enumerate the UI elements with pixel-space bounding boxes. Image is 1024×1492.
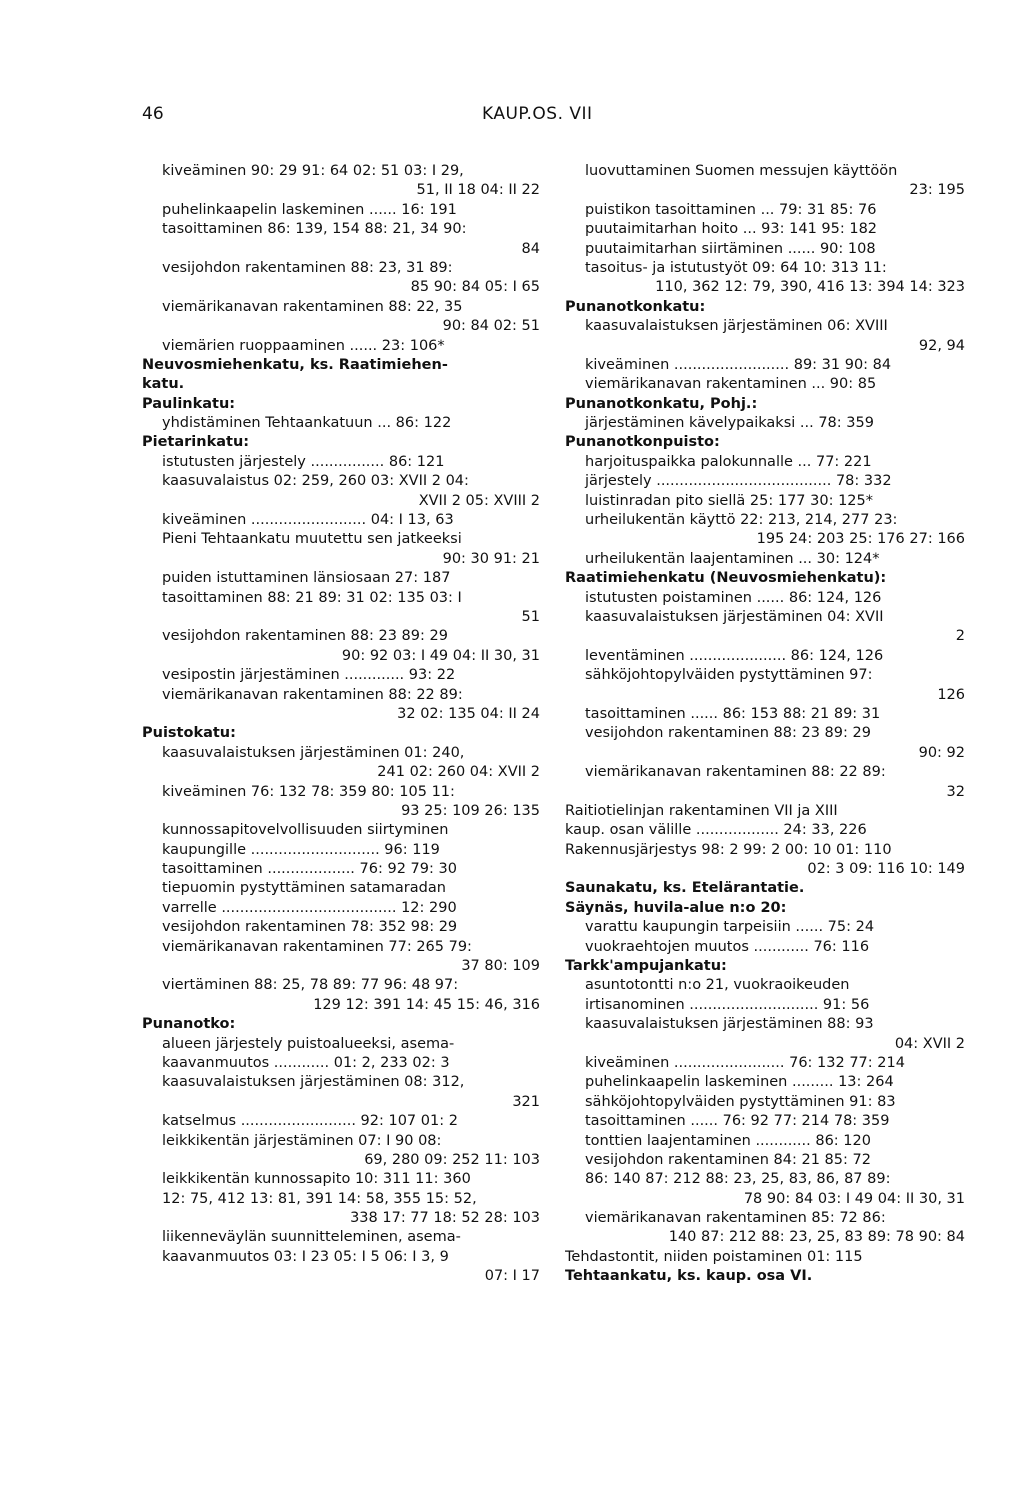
index-line: leventäminen ..................... 86: 124, 126 [585,647,884,664]
index-line: viemärikanavan rakentaminen 85: 72 86: [585,1210,886,1227]
index-line: kaup. osan välille .................. 24: 33, 226 [565,822,867,839]
index-line: 04: XVII 2 [894,1035,965,1052]
index-line: 90: 92 03: I 49 04: II 30, 31 [341,647,540,664]
index-heading: Raatimiehenkatu (Neuvosmiehenkatu): [565,570,887,587]
index-line: viemärikanavan rakentaminen 77: 265 79: [162,938,472,955]
index-line: 140 87: 212 88: 23, 25, 83 89: 78 90: 84 [668,1229,965,1246]
index-line: kiveäminen 90: 29 91: 64 02: 51 03: I 29, [162,163,464,179]
index-line: vesijohdon rakentaminen 78: 352 98: 29 [162,919,458,936]
index-line: 90: 30 91: 21 [442,550,540,567]
index-line: urheilukentän käyttö 22: 213, 214, 277 23: [585,512,898,529]
index-line: 23: 195 [909,182,965,199]
index-line: varattu kaupungin tarpeisiin ...... 75: 24 [585,919,875,936]
index-line: kaasuvalaistus 02: 259, 260 03: XVII 2 04: [162,473,469,490]
index-line: yhdistäminen Tehtaankatuun ... 86: 122 [162,415,452,432]
index-line: 110, 362 12: 79, 390, 416 13: 394 14: 323 [655,279,965,296]
index-line: luistinradan pito siellä 25: 177 30: 125* [585,492,873,509]
index-line: kaupungille ............................ 96: 119 [162,841,440,858]
index-line: tasoitus- ja istutustyöt 09: 64 10: 313 11: [585,259,887,276]
index-line: Raitiotielinjan rakentaminen VII ja XIII [565,802,838,819]
index-line: järjestäminen kävelypaikaksi ... 78: 359 [585,415,874,432]
index-line: kaasuvalaistuksen järjestäminen 04: XVII [585,608,884,625]
index-line: 338 17: 77 18: 52 28: 103 [350,1210,540,1227]
index-line: viemärikanavan rakentaminen ... 90: 85 [585,376,877,393]
index-line: Pieni Tehtaankatu muutettu sen jatkeeksi [162,531,462,548]
index-line: 126 [937,686,965,703]
index-line: vesipostin järjestäminen ............. 93: 22 [162,667,456,684]
index-line: vesijohdon rakentaminen 88: 23 89: 29 [162,628,448,645]
index-line: kiveäminen ......................... 04: I 13, 63 [162,512,454,529]
index-line: viemärikanavan rakentaminen 88: 22, 35 [162,298,463,315]
index-line: vuokraehtojen muutos ............ 76: 116 [585,938,870,955]
index-line: 2 [955,628,965,645]
index-line: puutaimitarhan hoito ... 93: 141 95: 182 [585,221,878,238]
index-line: puhelinkaapelin laskeminen ...... 16: 191 [162,201,457,218]
index-line: tasoittaminen 86: 139, 154 88: 21, 34 90: [162,221,467,238]
index-line: 321 [512,1093,540,1110]
index-line: tasoittaminen ...... 76: 92 77: 214 78: 359 [585,1113,890,1130]
index-line: istutusten järjestely ................ 86: 121 [162,453,445,470]
index-line: 195 24: 203 25: 176 27: 166 [756,531,965,548]
index-line: 02: 3 09: 116 10: 149 [807,861,965,878]
index-line: 51, II 18 04: II 22 [416,182,540,199]
index-column-right [565,162,965,1287]
index-line: viemärikanavan rakentaminen 88: 22 89: [585,764,886,781]
index-line: irtisanominen ............................ 91: 56 [585,996,870,1013]
index-line: 69, 280 09: 252 11: 103 [364,1151,540,1168]
index-line: 37 80: 109 [461,958,540,975]
index-line: tasoittaminen ................... 76: 92 79: 30 [162,861,457,878]
index-line: Rakennusjärjestys 98: 2 99: 2 00: 10 01: 110 [565,841,892,858]
index-line: 32 [946,783,965,800]
index-heading: Punanotko: [142,1016,236,1033]
index-line: 90: 84 02: 51 [442,318,540,335]
index-line: 129 12: 391 14: 45 15: 46, 316 [313,996,540,1013]
index-line: liikenneväylän suunnitteleminen, asema- [162,1229,461,1246]
index-line: kiveäminen ......................... 89: 31 90: 84 [585,356,892,373]
index-line: varrelle ...................................... 12: 290 [162,899,457,916]
index-line: 92, 94 [918,337,965,354]
index-line: 90: 92 [918,744,965,761]
index-heading: Punanotkonkatu: [565,298,706,315]
index-line: asuntotontti n:o 21, vuokraoikeuden [585,977,850,994]
index-line: kaasuvalaistuksen järjestäminen 01: 240, [162,744,465,761]
index-line: tonttien laajentaminen ............ 86: 120 [585,1132,871,1149]
index-line: tiepuomin pystyttäminen satamaradan [162,880,446,897]
index-heading: Puistokatu: [142,725,236,742]
index-line: kaavanmuutos 03: I 23 05: I 5 06: I 3, 9 [162,1248,449,1265]
index-line: katselmus ......................... 92: 107 01: 2 [162,1113,458,1130]
page-number: 46 [142,104,164,124]
index-line: XVII 2 05: XVIII 2 [418,492,540,509]
index-line: 07: I 17 [484,1268,540,1285]
running-head: KAUP.OS. VII [482,104,593,124]
index-line: kaasuvalaistuksen järjestäminen 06: XVIII [585,318,888,335]
index-line: 12: 75, 412 13: 81, 391 14: 58, 355 15: 52, [162,1190,477,1207]
index-line: istutusten poistaminen ...... 86: 124, 126 [585,589,882,606]
index-heading: Tarkk'ampujankatu: [565,958,727,975]
index-line: kunnossapitovelvollisuuden siirtyminen [162,822,449,839]
index-line: luovuttaminen Suomen messujen käyttöön [585,163,898,179]
index-line: 84 [521,240,540,257]
index-line: urheilukentän laajentaminen ... 30: 124* [585,550,880,567]
index-heading: Punanotkonpuisto: [565,434,720,451]
index-line: 78 90: 84 03: I 49 04: II 30, 31 [743,1190,965,1207]
index-line: vesijohdon rakentaminen 84: 21 85: 72 [585,1151,871,1168]
index-heading: Tehtaankatu, ks. kaup. osa VI. [565,1268,813,1285]
index-line: leikkikentän kunnossapito 10: 311 11: 360 [162,1171,471,1188]
index-line: viemärien ruoppaaminen ...... 23: 106* [162,337,445,354]
index-line: kaavanmuutos ............ 01: 2, 233 02: 3 [162,1054,450,1071]
index-heading: Saunakatu, ks. Etelärantatie. [565,880,805,897]
index-heading: Punanotkonkatu, Pohj.: [565,395,758,412]
index-line: sähköjohtopylväiden pystyttäminen 97: [585,667,873,684]
index-line: viemärikanavan rakentaminen 88: 22 89: [162,686,463,703]
index-line: sähköjohtopylväiden pystyttäminen 91: 83 [585,1093,896,1110]
index-heading: Paulinkatu: [142,395,236,412]
index-line: puhelinkaapelin laskeminen ......... 13: 264 [585,1074,894,1091]
index-line: Tehdastontit, niiden poistaminen 01: 115 [565,1248,863,1265]
index-line: kiveäminen ........................ 76: 132 77: 214 [585,1054,905,1071]
index-heading: Neuvosmiehenkatu, ks. Raatimiehen- [142,356,448,373]
index-line: kaasuvalaistuksen järjestäminen 88: 93 [585,1016,874,1033]
index-line: puiden istuttaminen länsiosaan 27: 187 [162,570,451,587]
index-line: kiveäminen 76: 132 78: 359 80: 105 11: [162,783,455,800]
index-line: tasoittaminen 88: 21 89: 31 02: 135 03: I [162,589,462,606]
index-line: 51 [521,608,540,625]
index-line: järjestely ...................................... 78: 332 [585,473,892,490]
index-line: vesijohdon rakentaminen 88: 23, 31 89: [162,259,453,276]
index-line: alueen järjestely puistoalueeksi, asema- [162,1035,455,1052]
index-heading: Pietarinkatu: [142,434,250,451]
index-line: 85 90: 84 05: I 65 [410,279,540,296]
index-line: 86: 140 87: 212 88: 23, 25, 83, 86, 87 89: [585,1171,891,1188]
index-line: leikkikentän järjestäminen 07: I 90 08: [162,1132,442,1149]
index-line: 241 02: 260 04: XVII 2 [377,764,540,781]
index-line: kaasuvalaistuksen järjestäminen 08: 312, [162,1074,465,1091]
index-line: puutaimitarhan siirtäminen ...... 90: 108 [585,240,876,257]
index-line: harjoituspaikka palokunnalle ... 77: 221 [585,453,872,470]
index-line: 93 25: 109 26: 135 [401,802,540,819]
index-line: tasoittaminen ...... 86: 153 88: 21 89: 31 [585,705,881,722]
index-column-left [142,162,540,1287]
index-line: vesijohdon rakentaminen 88: 23 89: 29 [585,725,871,742]
index-line: 32 02: 135 04: II 24 [397,705,540,722]
index-line: viertäminen 88: 25, 78 89: 77 96: 48 97: [162,977,459,994]
index-heading: Säynäs, huvila-alue n:o 20: [565,899,787,916]
index-line: puistikon tasoittaminen ... 79: 31 85: 76 [585,201,877,218]
index-heading: katu. [142,376,185,393]
